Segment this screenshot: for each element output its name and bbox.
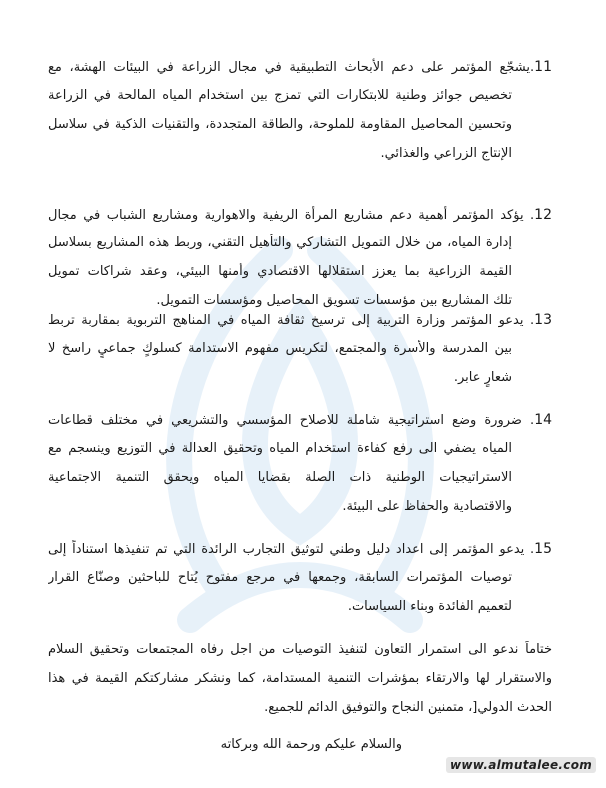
item-14-line-4: والاقتصادية والحفاظ على البيئة. bbox=[342, 499, 512, 514]
closing-line-1: ختاماً ندعو الى استمرار التعاون لتنفيذ التوصيات من اجل رفاه المجتمعات وتحقيق السلام bbox=[48, 642, 552, 657]
salutation: والسلام عليكم ورحمة الله وبركاته bbox=[220, 737, 402, 752]
item-15-line-1: 15. يدعو المؤتمر إلى اعداد دليل وطني لتوثيق التجارب الرائدة التي تم تنفيذها استناداً إلى bbox=[48, 541, 552, 557]
item-13-line-3: شعارٍ عابر. bbox=[453, 370, 512, 385]
item-14-line-3: الاستراتيجيات الوطنية ذات الصلة بقضايا المياه ويحقق التنمية الاجتماعية bbox=[48, 470, 512, 485]
item-12-line-3: القيمة الزراعية بما يعزز استقلالها الاقتصادي وأمنها البيئي، وعقد شراكات تمويل bbox=[48, 264, 512, 279]
item-15-line-2: توصيات المؤتمرات السابقة، وجمعها في مرجع مفتوح يُتاح للباحثين وصنّاع القرار bbox=[48, 570, 512, 585]
item-14-line-2: المياه يضفي الى رفع كفاءة استخدام المياه وتحقيق العدالة في التوزيع وينسجم مع bbox=[48, 441, 512, 456]
item-number: 11 bbox=[534, 59, 552, 75]
item-13-line-2: بين المدرسة والأسرة والمجتمع، لتكريس مفهوم الاستدامة كسلوكٍ جماعيٍ راسخ لا bbox=[48, 341, 512, 356]
item-number: 14 bbox=[534, 412, 552, 428]
website-watermark: www.almutalee.com bbox=[446, 757, 596, 773]
item-11-line-2: تخصيص جوائز وطنية للابتكارات التي تمزج بين استخدام المياه المالحة في الزراعة bbox=[48, 88, 512, 103]
closing-line-2: والاستقرار لها والارتقاء بمؤشرات التنمية المستدامة، كما ونشكر مشاركتكم القيمة في هذا bbox=[48, 671, 552, 686]
item-12-line-2: إدارة المياه، من خلال التمويل التشاركي والتأهيل التقني، وربط هذه المشاريع بسلاسل bbox=[48, 235, 512, 250]
closing-line-3: الحدث الدولي[، متمنين النجاح والتوفيق الدائم للجميع. bbox=[264, 700, 552, 715]
item-14-line-1: 14. ضرورة وضع استراتيجية شاملة للاصلاح المؤسسي والتشريعي في مختلف قطاعات bbox=[48, 412, 552, 428]
item-11-line-1: 11.يشجّع المؤتمر على دعم الأبحاث التطبيقية في مجال الزراعة في البيئات الهشة، مع bbox=[48, 59, 552, 75]
item-12-line-1: 12. يؤكد المؤتمر أهمية دعم مشاريع المرأة الريفية والاهوارية ومشاريع الشباب في مجال bbox=[48, 207, 552, 223]
item-number: 15 bbox=[534, 541, 552, 557]
item-12-line-4: تلك المشاريع بين مؤسسات تسويق المحاصيل ومؤسسات التمويل. bbox=[156, 293, 512, 308]
item-13-line-1: 13. يدعو المؤتمر وزارة التربية إلى ترسيخ ثقافة المياه في المناهج التربوية بمقاربة تربط bbox=[48, 312, 552, 328]
item-11-line-3: وتحسين المحاصيل المقاومة للملوحة، والطاقة المتجددة، والتقنيات الذكية في سلاسل bbox=[48, 117, 512, 132]
item-15-line-3: لتعميم الفائدة وبناء السياسات. bbox=[347, 599, 512, 614]
item-11-line-4: الإنتاج الزراعي والغذائي. bbox=[380, 146, 512, 161]
item-number: 13 bbox=[534, 312, 552, 328]
item-number: 12 bbox=[534, 207, 552, 223]
